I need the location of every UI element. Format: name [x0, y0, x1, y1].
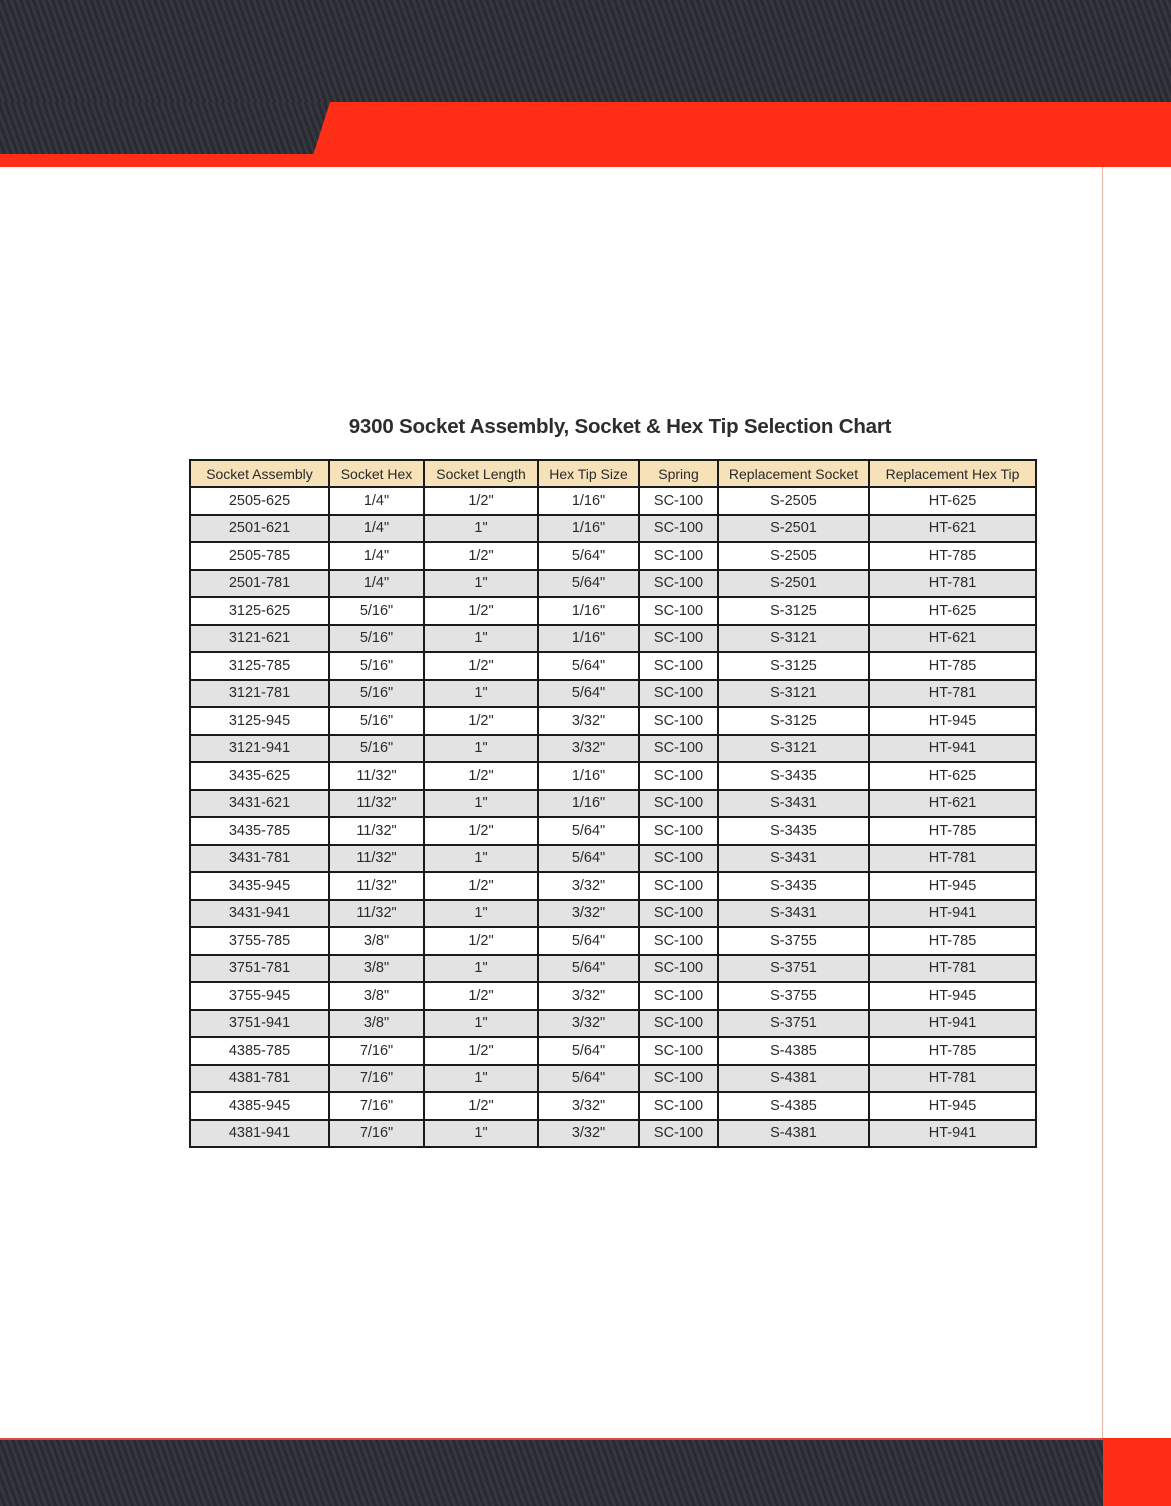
- cell-socket-length: 1": [424, 1010, 538, 1038]
- cell-replacement-socket: S-4385: [718, 1037, 869, 1065]
- cell-spring: SC-100: [639, 487, 718, 515]
- column-header-hex-tip-size: Hex Tip Size: [538, 460, 639, 487]
- cell-socket-hex: 5/16": [329, 625, 424, 653]
- cell-replacement-hex-tip: HT-785: [869, 652, 1036, 680]
- cell-socket-length: 1/2": [424, 707, 538, 735]
- cell-replacement-socket: S-3121: [718, 680, 869, 708]
- cell-socket-assembly: 3121-781: [190, 680, 329, 708]
- cell-socket-assembly: 4385-785: [190, 1037, 329, 1065]
- cell-hex-tip-size: 3/32": [538, 872, 639, 900]
- cell-socket-assembly: 4385-945: [190, 1092, 329, 1120]
- table-row: [190, 652, 1036, 680]
- cell-replacement-socket: S-3431: [718, 790, 869, 818]
- cell-socket-assembly: 3431-941: [190, 900, 329, 928]
- table-row: [190, 735, 1036, 763]
- cell-socket-hex: 3/8": [329, 927, 424, 955]
- cell-replacement-socket: S-3121: [718, 625, 869, 653]
- cell-hex-tip-size: 5/64": [538, 570, 639, 598]
- cell-socket-hex: 7/16": [329, 1092, 424, 1120]
- column-header-spring: Spring: [639, 460, 718, 487]
- cell-spring: SC-100: [639, 735, 718, 763]
- column-header-socket-assembly: Socket Assembly: [190, 460, 329, 487]
- cell-replacement-hex-tip: HT-945: [869, 982, 1036, 1010]
- cell-socket-length: 1/2": [424, 652, 538, 680]
- cell-replacement-socket: S-3125: [718, 652, 869, 680]
- cell-hex-tip-size: 3/32": [538, 707, 639, 735]
- table-row: [190, 872, 1036, 900]
- cell-socket-hex: 5/16": [329, 680, 424, 708]
- chart-title: 9300 Socket Assembly, Socket & Hex Tip Selection Chart: [348, 414, 892, 438]
- cell-replacement-hex-tip: HT-625: [869, 597, 1036, 625]
- table-row: [190, 1010, 1036, 1038]
- right-margin-rule: [1102, 167, 1103, 1439]
- table-row: [190, 625, 1036, 653]
- cell-replacement-socket: S-3435: [718, 817, 869, 845]
- cell-socket-hex: 7/16": [329, 1120, 424, 1148]
- cell-replacement-hex-tip: HT-941: [869, 900, 1036, 928]
- cell-replacement-socket: S-2501: [718, 570, 869, 598]
- cell-replacement-hex-tip: HT-621: [869, 625, 1036, 653]
- cell-socket-length: 1": [424, 1120, 538, 1148]
- cell-socket-assembly: 2505-625: [190, 487, 329, 515]
- column-header-replacement-socket: Replacement Socket: [718, 460, 869, 487]
- cell-spring: SC-100: [639, 762, 718, 790]
- cell-socket-hex: 7/16": [329, 1065, 424, 1093]
- cell-socket-assembly: 4381-941: [190, 1120, 329, 1148]
- cell-socket-hex: 11/32": [329, 762, 424, 790]
- table-row: [190, 1092, 1036, 1120]
- cell-replacement-hex-tip: HT-781: [869, 570, 1036, 598]
- column-header-replacement-hex-tip: Replacement Hex Tip: [869, 460, 1036, 487]
- cell-hex-tip-size: 1/16": [538, 597, 639, 625]
- cell-socket-hex: 3/8": [329, 955, 424, 983]
- cell-socket-length: 1/2": [424, 597, 538, 625]
- cell-socket-hex: 1/4": [329, 515, 424, 543]
- cell-spring: SC-100: [639, 1065, 718, 1093]
- table-row: [190, 1037, 1036, 1065]
- table-row: [190, 955, 1036, 983]
- cell-socket-hex: 1/4": [329, 542, 424, 570]
- cell-socket-assembly: 2505-785: [190, 542, 329, 570]
- cell-spring: SC-100: [639, 845, 718, 873]
- cell-socket-assembly: 3755-945: [190, 982, 329, 1010]
- cell-hex-tip-size: 1/16": [538, 515, 639, 543]
- cell-replacement-socket: S-3431: [718, 900, 869, 928]
- cell-replacement-hex-tip: HT-785: [869, 1037, 1036, 1065]
- cell-socket-length: 1/2": [424, 1037, 538, 1065]
- cell-hex-tip-size: 3/32": [538, 1010, 639, 1038]
- table-row: [190, 790, 1036, 818]
- cell-socket-length: 1": [424, 680, 538, 708]
- cell-replacement-hex-tip: HT-781: [869, 955, 1036, 983]
- cell-spring: SC-100: [639, 515, 718, 543]
- table-row: [190, 817, 1036, 845]
- cell-socket-length: 1/2": [424, 982, 538, 1010]
- cell-socket-length: 1": [424, 735, 538, 763]
- cell-spring: SC-100: [639, 982, 718, 1010]
- table-row: [190, 900, 1036, 928]
- cell-socket-hex: 11/32": [329, 872, 424, 900]
- cell-socket-assembly: 3121-941: [190, 735, 329, 763]
- cell-replacement-hex-tip: HT-781: [869, 845, 1036, 873]
- cell-socket-hex: 5/16": [329, 707, 424, 735]
- cell-replacement-socket: S-2505: [718, 487, 869, 515]
- cell-hex-tip-size: 5/64": [538, 652, 639, 680]
- cell-replacement-socket: S-3755: [718, 927, 869, 955]
- cell-replacement-socket: S-3121: [718, 735, 869, 763]
- cell-socket-assembly: 3751-941: [190, 1010, 329, 1038]
- table-row: [190, 542, 1036, 570]
- cell-hex-tip-size: 1/16": [538, 762, 639, 790]
- cell-socket-length: 1": [424, 790, 538, 818]
- cell-socket-length: 1": [424, 515, 538, 543]
- cell-spring: SC-100: [639, 542, 718, 570]
- cell-socket-assembly: 3435-785: [190, 817, 329, 845]
- table-row: [190, 845, 1036, 873]
- cell-socket-hex: 11/32": [329, 900, 424, 928]
- table-row: [190, 762, 1036, 790]
- cell-socket-hex: 1/4": [329, 487, 424, 515]
- cell-socket-length: 1/2": [424, 817, 538, 845]
- table-row: [190, 570, 1036, 598]
- cell-socket-assembly: 4381-781: [190, 1065, 329, 1093]
- cell-socket-length: 1": [424, 1065, 538, 1093]
- cell-socket-length: 1/2": [424, 487, 538, 515]
- cell-socket-length: 1/2": [424, 1092, 538, 1120]
- cell-socket-assembly: 3121-621: [190, 625, 329, 653]
- cell-hex-tip-size: 5/64": [538, 1037, 639, 1065]
- cell-spring: SC-100: [639, 570, 718, 598]
- cell-socket-assembly: 3755-785: [190, 927, 329, 955]
- cell-hex-tip-size: 3/32": [538, 735, 639, 763]
- cell-replacement-hex-tip: HT-941: [869, 735, 1036, 763]
- cell-hex-tip-size: 3/32": [538, 1092, 639, 1120]
- cell-socket-assembly: 3431-621: [190, 790, 329, 818]
- table-row: [190, 707, 1036, 735]
- cell-replacement-hex-tip: HT-621: [869, 790, 1036, 818]
- cell-spring: SC-100: [639, 1010, 718, 1038]
- cell-socket-hex: 3/8": [329, 982, 424, 1010]
- cell-spring: SC-100: [639, 1037, 718, 1065]
- cell-socket-hex: 1/4": [329, 570, 424, 598]
- table-row: [190, 1065, 1036, 1093]
- cell-socket-assembly: 3125-625: [190, 597, 329, 625]
- cell-hex-tip-size: 5/64": [538, 1065, 639, 1093]
- cell-socket-assembly: 3435-945: [190, 872, 329, 900]
- cell-replacement-socket: S-3751: [718, 955, 869, 983]
- cell-socket-length: 1/2": [424, 762, 538, 790]
- table-header-row: [190, 460, 1036, 487]
- cell-socket-hex: 3/8": [329, 1010, 424, 1038]
- cell-replacement-hex-tip: HT-945: [869, 707, 1036, 735]
- cell-replacement-socket: S-3755: [718, 982, 869, 1010]
- cell-replacement-socket: S-3125: [718, 597, 869, 625]
- selection-chart: [189, 459, 1035, 1148]
- cell-socket-length: 1/2": [424, 872, 538, 900]
- cell-socket-hex: 11/32": [329, 817, 424, 845]
- table-row: [190, 487, 1036, 515]
- cell-replacement-socket: S-3435: [718, 762, 869, 790]
- cell-socket-length: 1": [424, 570, 538, 598]
- cell-spring: SC-100: [639, 927, 718, 955]
- cell-hex-tip-size: 5/64": [538, 817, 639, 845]
- cell-socket-assembly: 2501-621: [190, 515, 329, 543]
- cell-socket-hex: 11/32": [329, 790, 424, 818]
- cell-hex-tip-size: 1/16": [538, 625, 639, 653]
- cell-replacement-hex-tip: HT-941: [869, 1120, 1036, 1148]
- cell-spring: SC-100: [639, 872, 718, 900]
- cell-socket-length: 1": [424, 625, 538, 653]
- table-row: [190, 515, 1036, 543]
- cell-socket-assembly: 3125-785: [190, 652, 329, 680]
- cell-replacement-socket: S-3431: [718, 845, 869, 873]
- cell-hex-tip-size: 5/64": [538, 955, 639, 983]
- cell-socket-hex: 5/16": [329, 652, 424, 680]
- cell-socket-assembly: 3435-625: [190, 762, 329, 790]
- cell-hex-tip-size: 5/64": [538, 927, 639, 955]
- cell-replacement-hex-tip: HT-625: [869, 762, 1036, 790]
- header-dark-tab: [0, 102, 330, 154]
- cell-socket-assembly: 3751-781: [190, 955, 329, 983]
- cell-replacement-socket: S-3751: [718, 1010, 869, 1038]
- cell-spring: SC-100: [639, 1120, 718, 1148]
- footer-red-block: [1103, 1438, 1171, 1506]
- cell-hex-tip-size: 5/64": [538, 680, 639, 708]
- cell-spring: SC-100: [639, 790, 718, 818]
- cell-replacement-socket: S-3125: [718, 707, 869, 735]
- cell-replacement-hex-tip: HT-785: [869, 542, 1036, 570]
- cell-hex-tip-size: 3/32": [538, 982, 639, 1010]
- cell-replacement-hex-tip: HT-785: [869, 817, 1036, 845]
- table-row: [190, 982, 1036, 1010]
- cell-replacement-hex-tip: HT-945: [869, 1092, 1036, 1120]
- cell-hex-tip-size: 3/32": [538, 1120, 639, 1148]
- cell-replacement-hex-tip: HT-945: [869, 872, 1036, 900]
- footer-red-line: [0, 1438, 1103, 1440]
- cell-hex-tip-size: 5/64": [538, 845, 639, 873]
- cell-hex-tip-size: 1/16": [538, 487, 639, 515]
- cell-replacement-socket: S-3435: [718, 872, 869, 900]
- table-row: [190, 927, 1036, 955]
- cell-spring: SC-100: [639, 1092, 718, 1120]
- cell-hex-tip-size: 1/16": [538, 790, 639, 818]
- cell-socket-length: 1": [424, 900, 538, 928]
- cell-spring: SC-100: [639, 625, 718, 653]
- cell-replacement-socket: S-4385: [718, 1092, 869, 1120]
- cell-replacement-socket: S-2501: [718, 515, 869, 543]
- cell-hex-tip-size: 3/32": [538, 900, 639, 928]
- cell-socket-assembly: 3431-781: [190, 845, 329, 873]
- cell-replacement-hex-tip: HT-781: [869, 1065, 1036, 1093]
- table-body: [190, 487, 1036, 1147]
- column-header-socket-length: Socket Length: [424, 460, 538, 487]
- cell-replacement-hex-tip: HT-941: [869, 1010, 1036, 1038]
- cell-hex-tip-size: 5/64": [538, 542, 639, 570]
- footer-carbon-band: [0, 1438, 1171, 1506]
- cell-spring: SC-100: [639, 652, 718, 680]
- cell-replacement-socket: S-2505: [718, 542, 869, 570]
- cell-replacement-hex-tip: HT-625: [869, 487, 1036, 515]
- cell-replacement-hex-tip: HT-781: [869, 680, 1036, 708]
- cell-socket-length: 1/2": [424, 542, 538, 570]
- cell-spring: SC-100: [639, 955, 718, 983]
- cell-replacement-socket: S-4381: [718, 1065, 869, 1093]
- cell-socket-hex: 11/32": [329, 845, 424, 873]
- cell-replacement-socket: S-4381: [718, 1120, 869, 1148]
- cell-replacement-hex-tip: HT-785: [869, 927, 1036, 955]
- cell-socket-assembly: 2501-781: [190, 570, 329, 598]
- cell-spring: SC-100: [639, 707, 718, 735]
- cell-spring: SC-100: [639, 597, 718, 625]
- cell-socket-length: 1": [424, 845, 538, 873]
- selection-table: [189, 459, 1037, 1148]
- table-row: [190, 597, 1036, 625]
- table-row: [190, 680, 1036, 708]
- cell-spring: SC-100: [639, 817, 718, 845]
- cell-socket-hex: 7/16": [329, 1037, 424, 1065]
- cell-socket-hex: 5/16": [329, 597, 424, 625]
- cell-socket-length: 1/2": [424, 927, 538, 955]
- cell-socket-assembly: 3125-945: [190, 707, 329, 735]
- table-row: [190, 1120, 1036, 1148]
- cell-spring: SC-100: [639, 680, 718, 708]
- cell-replacement-hex-tip: HT-621: [869, 515, 1036, 543]
- cell-socket-length: 1": [424, 955, 538, 983]
- column-header-socket-hex: Socket Hex: [329, 460, 424, 487]
- cell-spring: SC-100: [639, 900, 718, 928]
- cell-socket-hex: 5/16": [329, 735, 424, 763]
